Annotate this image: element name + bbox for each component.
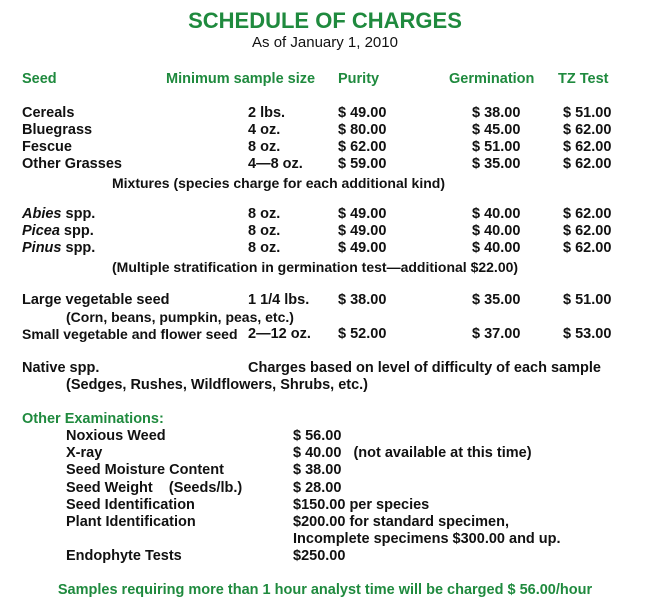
header-purity: Purity [338,71,380,87]
row-germination: $ 35.00 [472,156,521,172]
exam-name: X-ray [66,445,103,461]
row-tz: $ 62.00 [563,122,612,138]
row-germination: $ 45.00 [472,122,521,138]
row-name: Other Grasses [22,156,122,172]
row-purity: $ 49.00 [338,105,387,121]
row-name: Pinus spp. [22,240,96,256]
row-name: Large vegetable seed [22,292,170,308]
row-name: Bluegrass [22,122,93,138]
exam-price: $150.00 per species [293,497,430,513]
stratification-note: (Multiple stratification in germination test—additional $22.00) [112,259,519,275]
row-purity: $ 49.00 [338,223,387,239]
page-title: SCHEDULE OF CHARGES [188,8,462,33]
row-name: Fescue [22,139,72,155]
row-tz: $ 62.00 [563,223,612,239]
native-note: (Sedges, Rushes, Wildflowers, Shrubs, etc.) [66,377,369,393]
exam-price: $ 38.00 [293,462,342,478]
header-seed: Seed [22,71,57,87]
exam-name: Endophyte Tests [66,548,182,564]
native-charge: Charges based on level of difficulty of each sample [248,360,601,376]
row-size: 8 oz. [248,240,281,256]
row-size: 4—8 oz. [248,156,303,172]
header-min-size: Minimum sample size [166,71,316,87]
row-size: 1 1/4 lbs. [248,292,310,308]
exam-name: Plant Identification [66,514,196,530]
row-purity: $ 49.00 [338,240,387,256]
exam-price: $ 56.00 [293,428,342,444]
exam-name: Seed Identification [66,497,195,513]
exam-name: Seed Weight (Seeds/lb.) [66,480,243,496]
header-tz-test: TZ Test [558,71,609,87]
row-size: 8 oz. [248,206,281,222]
row-purity: $ 52.00 [338,326,387,342]
row-germination: $ 35.00 [472,292,521,308]
other-examinations-heading: Other Examinations: [22,411,164,427]
row-name: Picea spp. [22,223,94,239]
row-tz: $ 62.00 [563,156,612,172]
row-tz: $ 51.00 [563,292,612,308]
row-tz: $ 62.00 [563,240,612,256]
exam-price: $ 28.00 [293,480,342,496]
page-subtitle: As of January 1, 2010 [252,34,398,51]
row-germination: $ 40.00 [472,240,521,256]
row-size: 8 oz. [248,139,281,155]
large-veg-note: (Corn, beans, pumpkin, peas, etc.) [66,309,294,325]
row-tz: $ 51.00 [563,105,612,121]
exam-price: $250.00 [293,548,346,564]
row-name: Abies spp. [22,206,96,222]
exam-price: Incomplete specimens $300.00 and up. [293,531,561,547]
row-name: Native spp. [22,360,100,376]
exam-price: $200.00 for standard specimen, [293,514,509,530]
row-germination: $ 37.00 [472,326,521,342]
row-size: 4 oz. [248,122,281,138]
mixtures-note: Mixtures (species charge for each additional kind) [112,175,445,191]
row-size: 2 lbs. [248,105,286,121]
row-name: Cereals [22,105,75,121]
row-purity: $ 49.00 [338,206,387,222]
row-purity: $ 62.00 [338,139,387,155]
row-size: 2—12 oz. [248,326,311,342]
row-tz: $ 53.00 [563,326,612,342]
row-tz: $ 62.00 [563,206,612,222]
row-size: 8 oz. [248,223,281,239]
row-purity: $ 80.00 [338,122,387,138]
row-germination: $ 40.00 [472,223,521,239]
row-purity: $ 38.00 [338,292,387,308]
exam-name: Noxious Weed [66,428,166,444]
row-germination: $ 38.00 [472,105,521,121]
exam-price: $ 40.00 (not available at this time) [293,445,532,461]
row-name: Small vegetable and flower seed [22,326,238,342]
header-germination: Germination [449,71,535,87]
footer-note: Samples requiring more than 1 hour analyst time will be charged $ 56.00/hour [57,582,593,598]
exam-name: Seed Moisture Content [66,462,224,478]
row-germination: $ 51.00 [472,139,521,155]
row-tz: $ 62.00 [563,139,612,155]
row-germination: $ 40.00 [472,206,521,222]
row-purity: $ 59.00 [338,156,387,172]
